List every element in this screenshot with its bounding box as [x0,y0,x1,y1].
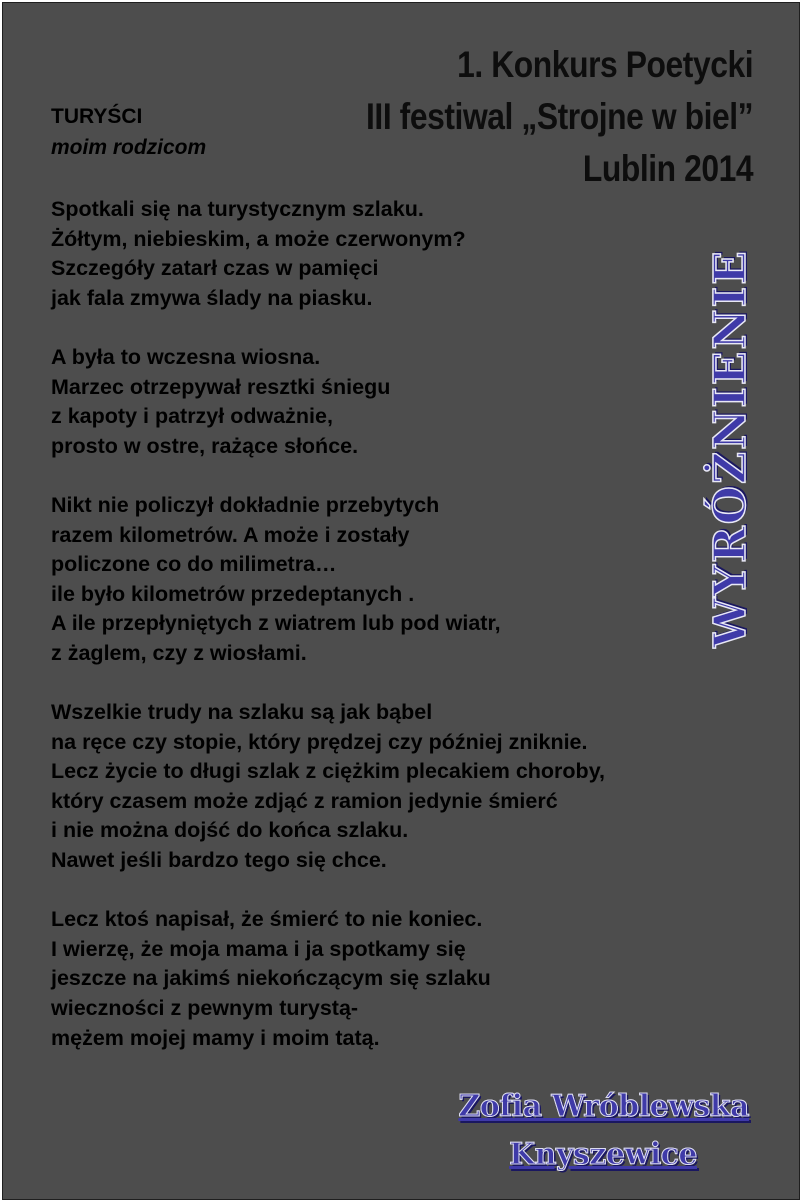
poem-title: TURYŚCI [51,105,143,128]
poem-line: z kapoty i patrzył odważnie, [51,404,333,429]
poem-line: Wszelkie trudy na szlaku są jak bąbel [51,700,433,725]
stanza [51,343,605,461]
poem-line: Marzec otrzepywał resztki śniegu [51,374,391,399]
poem-line: Nawet jeśli bardzo tego się chce. [51,848,387,873]
poem-line: A ile przepłyniętych z wiatrem lub pod wiatr, [51,611,501,636]
author-name: Zofia Wróblewska [458,1089,749,1124]
stanza [51,698,605,876]
poem-line: i nie można dojść do końca szlaku. [51,818,409,843]
stanza [51,491,605,669]
contest-title: 1. Konkurs Poetycki [456,44,753,85]
poem-body [51,195,605,1083]
poem-line: A była to wczesna wiosna. [51,344,321,369]
poem-line: Lecz ktoś napisał, że śmierć to nie koniec. [51,907,483,932]
contest-header [366,39,753,195]
place-year: Lublin 2014 [582,148,753,189]
poem-line: mężem mojej mamy i moim tatą. [51,1025,380,1050]
poem-line: na ręce czy stopie, który prędzej czy później zniknie. [51,729,588,754]
poem-card [2,2,800,1200]
stanza [51,195,605,313]
poem-dedication: moim rodzicom [51,136,207,159]
poem-line: jeszcze na jakimś niekończącym się szlaku [51,966,491,991]
author-town: Knyszewice [509,1137,697,1172]
poem-line: który czasem może zdjąć z ramion jedynie śmierć [51,788,558,813]
poem-line: Szczegóły zatarł czas w pamięci [51,256,379,281]
poem-line: razem kilometrów. A może i zostały [51,522,410,547]
poem-line: wieczności z pewnym turystą- [51,996,359,1021]
poem-line: I wierzę, że moja mama i ja spotkamy się [51,936,466,961]
poem-line: ile było kilometrów przedeptanych . [51,581,415,606]
poem-line: Żółtym, niebieskim, a może czerwonym? [51,226,466,251]
poem-line: z żaglem, czy z wiosłami. [51,640,307,665]
award-label [706,231,754,665]
poem-line: prosto w ostre, rażące słońce. [51,433,359,458]
poem-line: Lecz życie to długi szlak z ciężkim plecakiem choroby, [51,759,606,784]
poem-line: policzone co do milimetra… [51,552,337,577]
poem-line: jak fala zmywa ślady na piasku. [51,285,373,310]
poem-line: Nikt nie policzył dokładnie przebytych [51,492,440,517]
festival-title: III festiwal „Strojne w biel” [365,96,753,137]
stanza [51,905,605,1053]
poem-line: Spotkali się na turystycznym szlaku. [51,197,424,221]
award-text: WYRÓŻNIENIE [704,248,756,648]
